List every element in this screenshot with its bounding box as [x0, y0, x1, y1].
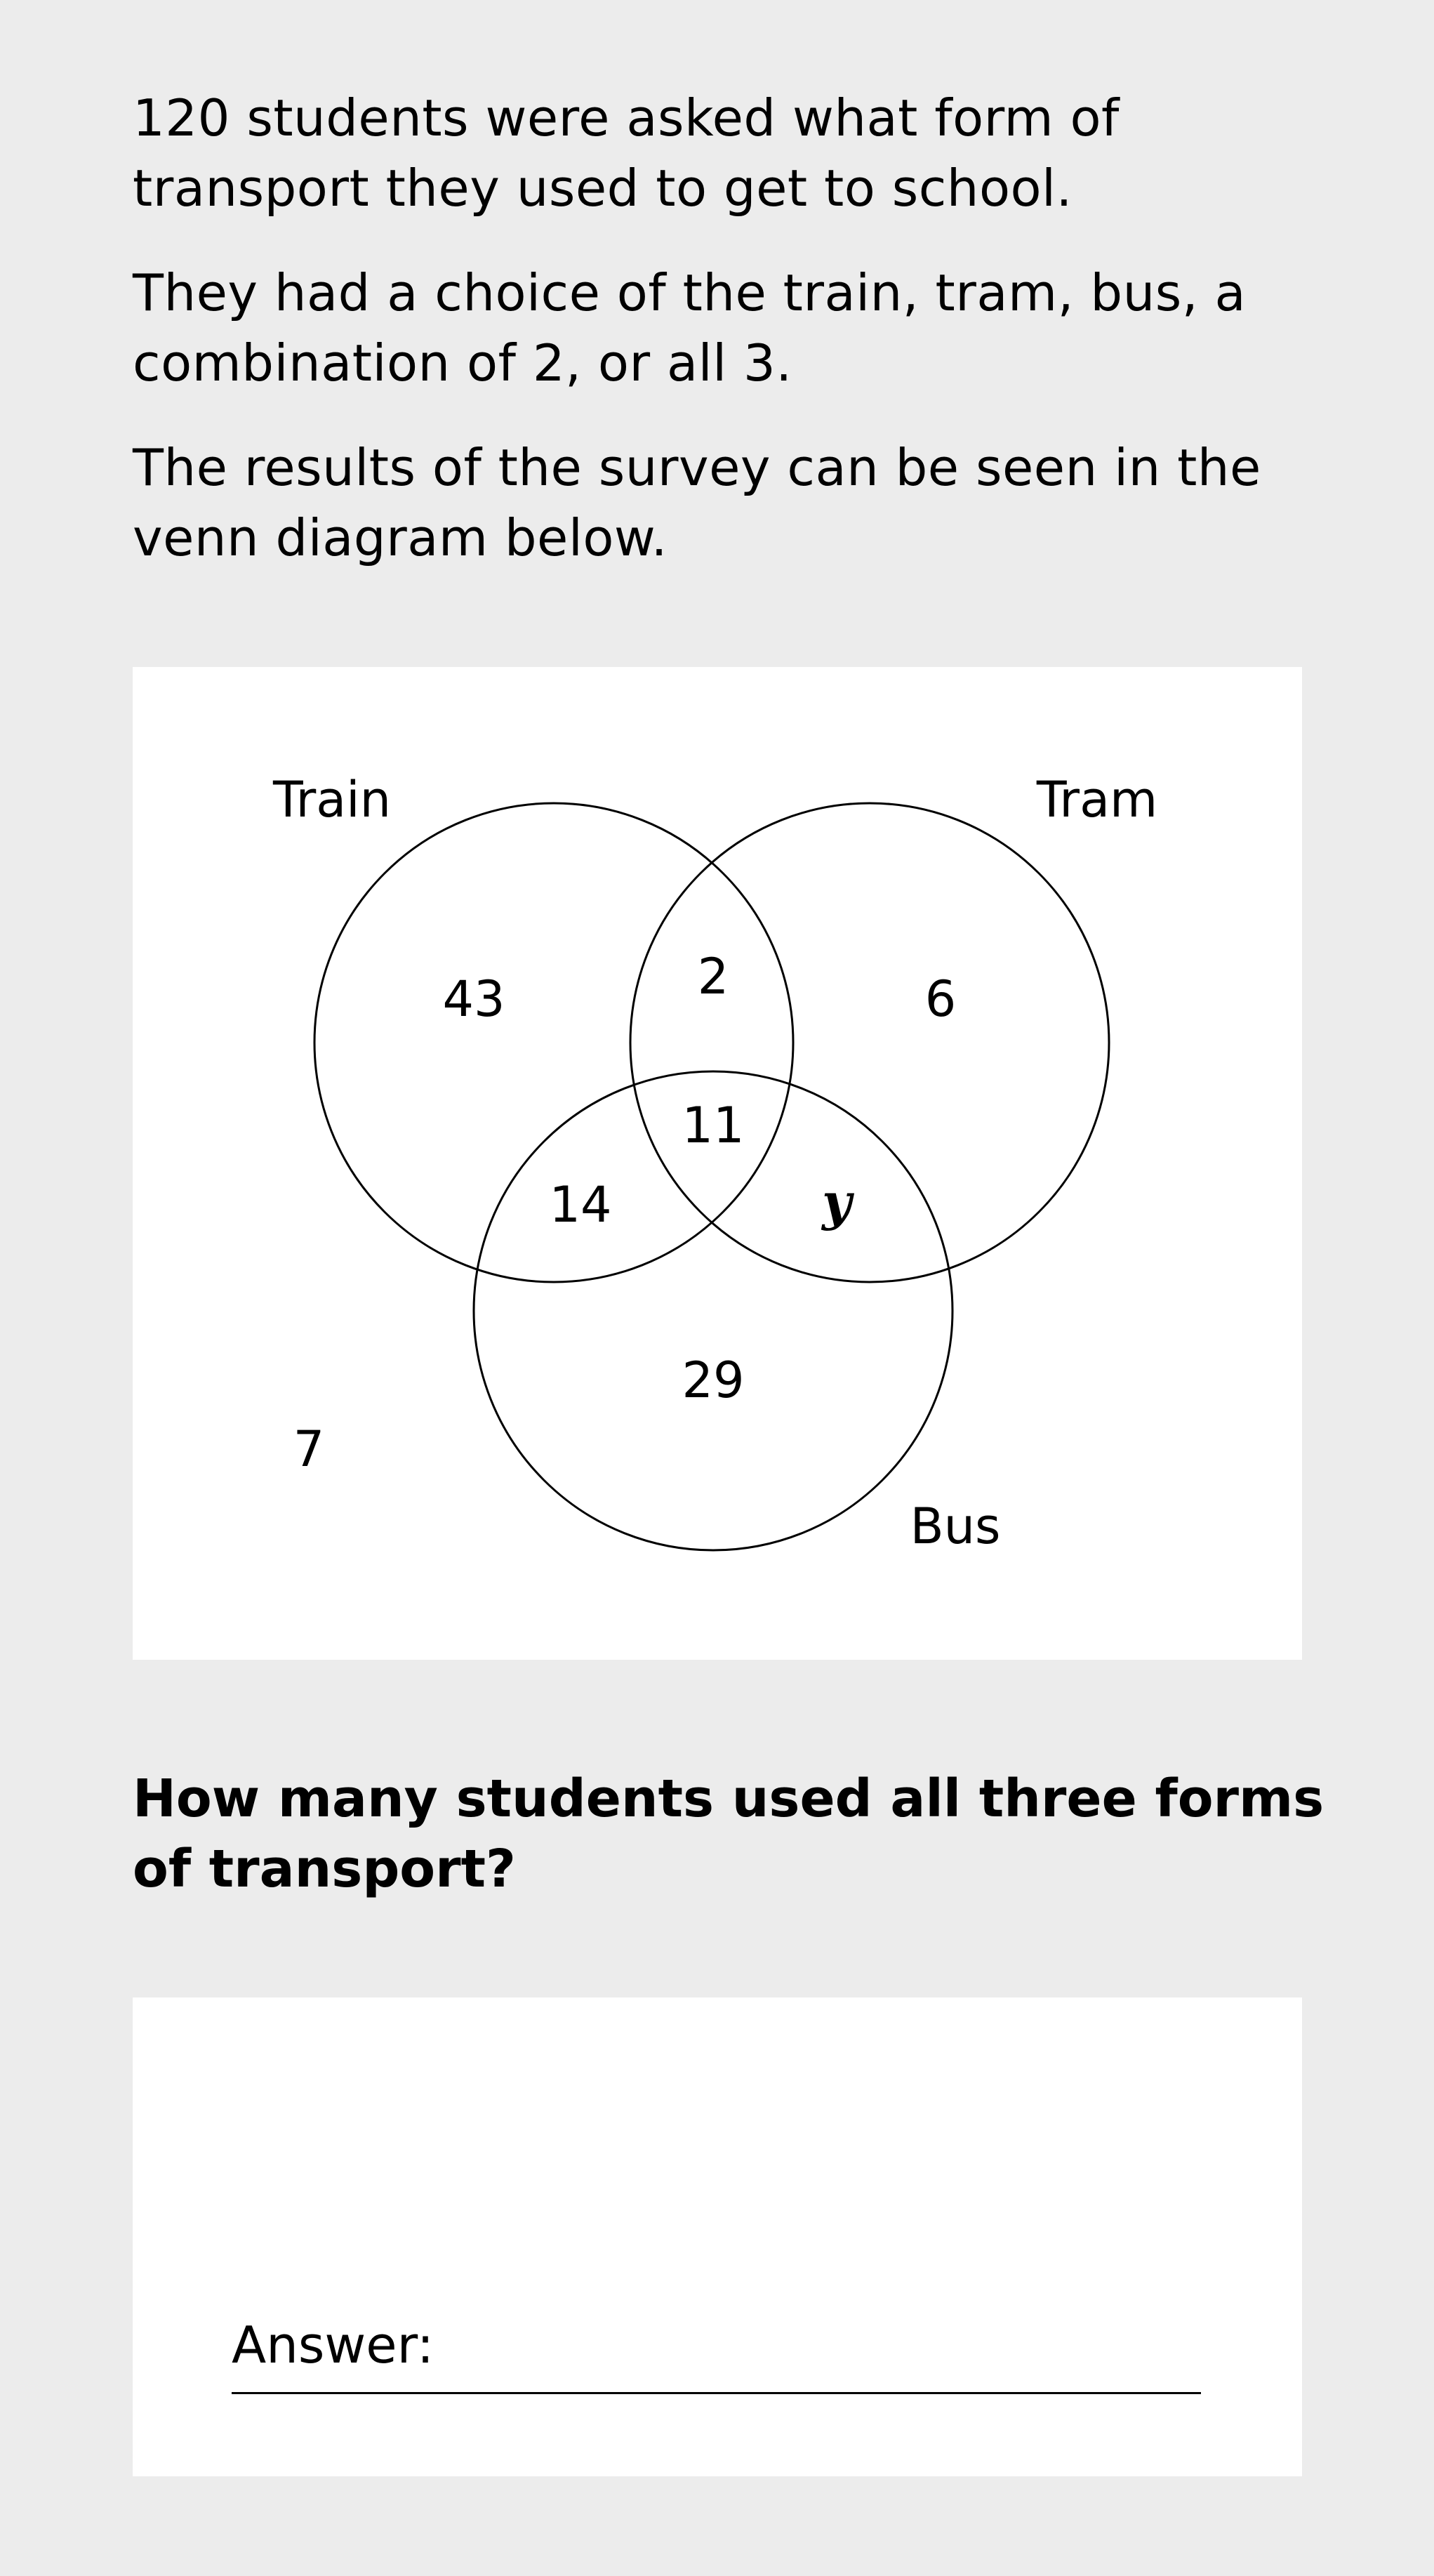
region-tram-bus: y: [822, 1172, 851, 1231]
answer-panel[interactable]: [133, 1997, 1302, 2476]
region-bus-only: 29: [682, 1352, 745, 1409]
question-text: How many students used all three forms of transport?: [133, 1769, 1325, 1899]
intro-paragraph-3: The results of the survey can be seen in the venn diagram below.: [133, 438, 1261, 567]
region-all-three: 11: [682, 1097, 745, 1154]
tram-circle: [630, 803, 1109, 1282]
tram-label: Tram: [1036, 771, 1158, 828]
region-tram-only: 6: [924, 970, 957, 1028]
venn-diagram: [133, 667, 1302, 1660]
question-intro: [133, 83, 1326, 607]
intro-paragraph-2: They had a choice of the train, tram, bus, a combination of 2, or all 3.: [133, 263, 1247, 392]
venn-diagram-panel: [133, 667, 1302, 1660]
intro-paragraph-1: 120 students were asked what form of transport they used to get to school.: [133, 88, 1120, 218]
region-train-bus: 14: [549, 1176, 612, 1234]
train-label: Train: [273, 771, 391, 828]
region-outside: 7: [293, 1420, 325, 1478]
region-train-tram: 2: [697, 948, 729, 1005]
answer-label: Answer:: [232, 2316, 434, 2374]
bus-label: Bus: [910, 1498, 1001, 1555]
region-train-only: 43: [442, 970, 505, 1028]
answer-input-line[interactable]: [232, 2392, 1201, 2394]
